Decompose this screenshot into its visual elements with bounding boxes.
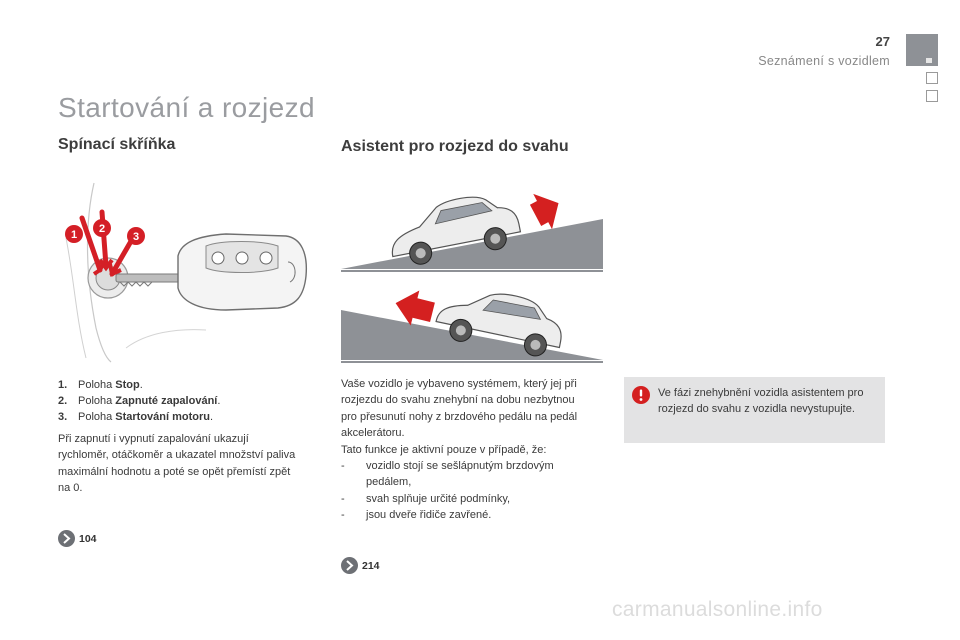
reference-page-number: 104 (79, 532, 97, 545)
reference-page-number: 214 (362, 559, 380, 572)
ignition-paragraph: Při zapnutí i vypnutí zapalování ukazují rychloměr, otáčkoměr a ukazatel množství paliva maximální hodnotu a poté se opět přemístí zpět na 0. (58, 433, 296, 495)
chapter-tab (926, 90, 938, 102)
callout-3: 3 (132, 231, 140, 243)
list-item: 3. Poloha Startování motoru. (58, 411, 214, 423)
hill-start-heading: Asistent pro rozjezd do svahu (341, 138, 569, 155)
list-item: - svah splňuje určité podmínky, (341, 492, 511, 505)
chapter-tab (926, 72, 938, 84)
list-item: - vozidlo stojí se sešlápnutým brzdovým pedálem, (341, 460, 554, 489)
warning-icon (632, 386, 650, 404)
hill-rollback-illustration (341, 282, 603, 366)
hill-start-paragraph: Vaše vozidlo je vybaveno systémem, který jej při rozjezdu do svahu znehybní na dobu nezbytnou pro přesunutí nohy z brzdového pedálu na pedál akcelerátoru. Tato funkce je aktivní pouze v případě, že: (341, 378, 578, 456)
hill-start-conditions (341, 458, 591, 524)
chapter-tab-active (906, 34, 938, 66)
callout-2: 2 (98, 223, 106, 235)
ignition-heading: Spínací skříňka (58, 136, 176, 153)
ignition-positions-list (58, 377, 220, 425)
chapter-tab-marker (926, 58, 932, 63)
list-item: 1. Poloha Stop. (58, 379, 143, 391)
watermark: carmanualsonline.info (612, 598, 823, 621)
page-title: Startování a rozjezd (58, 92, 316, 123)
page-reference-link[interactable] (58, 530, 97, 547)
hill-uphill-illustration (341, 181, 603, 273)
warning-note (624, 377, 885, 443)
list-item: 2. Poloha Zapnuté zapalování. (58, 395, 221, 407)
callout-1: 1 (70, 229, 78, 241)
warning-note-text: Ve fázi znehybnění vozidla asistentem pro rozjezd do svahu z vozidla nevystupujte. (658, 387, 864, 416)
page-reference-link[interactable] (341, 557, 380, 574)
chapter-title: Seznámení s vozidlem (758, 54, 890, 68)
reference-arrow-icon (58, 530, 75, 547)
ignition-key-illustration (56, 178, 318, 363)
list-item: - jsou dveře řidiče zavřené. (341, 509, 492, 522)
reference-arrow-icon (341, 557, 358, 574)
page-number: 27 (875, 34, 890, 49)
